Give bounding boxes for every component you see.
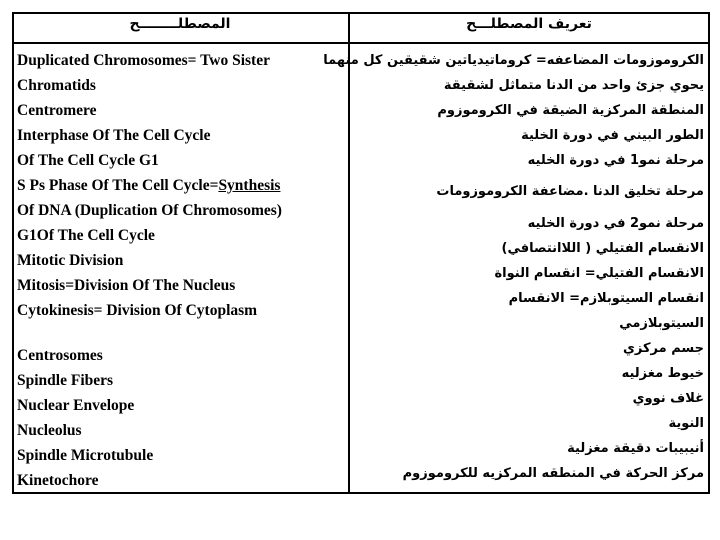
definition-row: جسم مركزي	[622, 341, 704, 356]
definition-row: المنطقة المركزية الضيقة في الكروموزوم	[437, 103, 704, 118]
definition-row: مرحلة نمو2 في دورة الخليه	[527, 216, 704, 231]
definition-row: مرحلة تخليق الدنا .مضاعفة الكروموزومات	[436, 184, 704, 199]
definition-row: الكروموزومات المضاعفه= كروماتيدياتين شقيقين كل منهما	[323, 53, 704, 68]
definition-row: انقسام السيتوبلازم= الانقسام	[508, 291, 704, 306]
term-row: Spindle Fibers	[17, 372, 114, 389]
header-divider	[12, 42, 708, 44]
definition-row: النوية	[668, 416, 704, 431]
definition-row: الانقسام الفتيلي ( اللاانتصافي)	[501, 241, 704, 256]
term-row: G1Of The Cell Cycle	[17, 227, 155, 244]
term-row: Mitotic Division	[17, 252, 124, 269]
arabic-definitions-column	[323, 48, 704, 486]
term-row: Duplicated Chromosomes= Two Sister	[17, 52, 270, 69]
definition-row: السيتوبلازمي	[619, 316, 704, 331]
definition-row: مرحلة نمو1 في دورة الخليه	[527, 153, 704, 168]
definition-row: يحوي جزئ واحد من الدنا متماثل لشقيقة	[443, 78, 704, 93]
term-row: Nuclear Envelope	[17, 397, 135, 414]
term-row: Cytokinesis= Division Of Cytoplasm	[17, 302, 258, 319]
term-row: Of DNA (Duplication Of Chromosomes)	[17, 202, 282, 219]
english-terms-column	[17, 48, 347, 493]
term-row: Centrosomes	[17, 347, 103, 364]
column-divider	[348, 12, 350, 492]
header-definition: تعريف المصطلـــح	[466, 16, 592, 32]
definition-row: مركز الحركة في المنطقه المركزيه للكروموزوم	[402, 466, 704, 481]
term-row: Interphase Of The Cell Cycle	[17, 127, 211, 144]
term-row: Spindle Microtubule	[17, 447, 154, 464]
terms-table	[12, 12, 708, 492]
definition-row: غلاف نووي	[632, 391, 704, 406]
term-row: Chromatids	[17, 77, 96, 94]
definition-row: أنيبيبات دقيقة مغزلية	[567, 441, 704, 456]
term-row: Of The Cell Cycle G1	[17, 152, 159, 169]
header-term: المصطلــــــــح	[129, 16, 231, 32]
term-row: Centromere	[17, 102, 97, 119]
term-row: Nucleolus	[17, 422, 82, 439]
term-row: S Ps Phase Of The Cell Cycle=Synthesis	[17, 177, 281, 194]
term-row: Mitosis=Division Of The Nucleus	[17, 277, 236, 294]
definition-row: الانقسام الفتيلي= انقسام النواة	[494, 266, 704, 281]
definition-row: الطور البيني في دورة الخلية	[521, 128, 704, 143]
synthesis-word: Synthesis	[218, 177, 281, 194]
definition-row: خيوط مغزليه	[621, 366, 704, 381]
term-row: Kinetochore	[17, 472, 99, 489]
